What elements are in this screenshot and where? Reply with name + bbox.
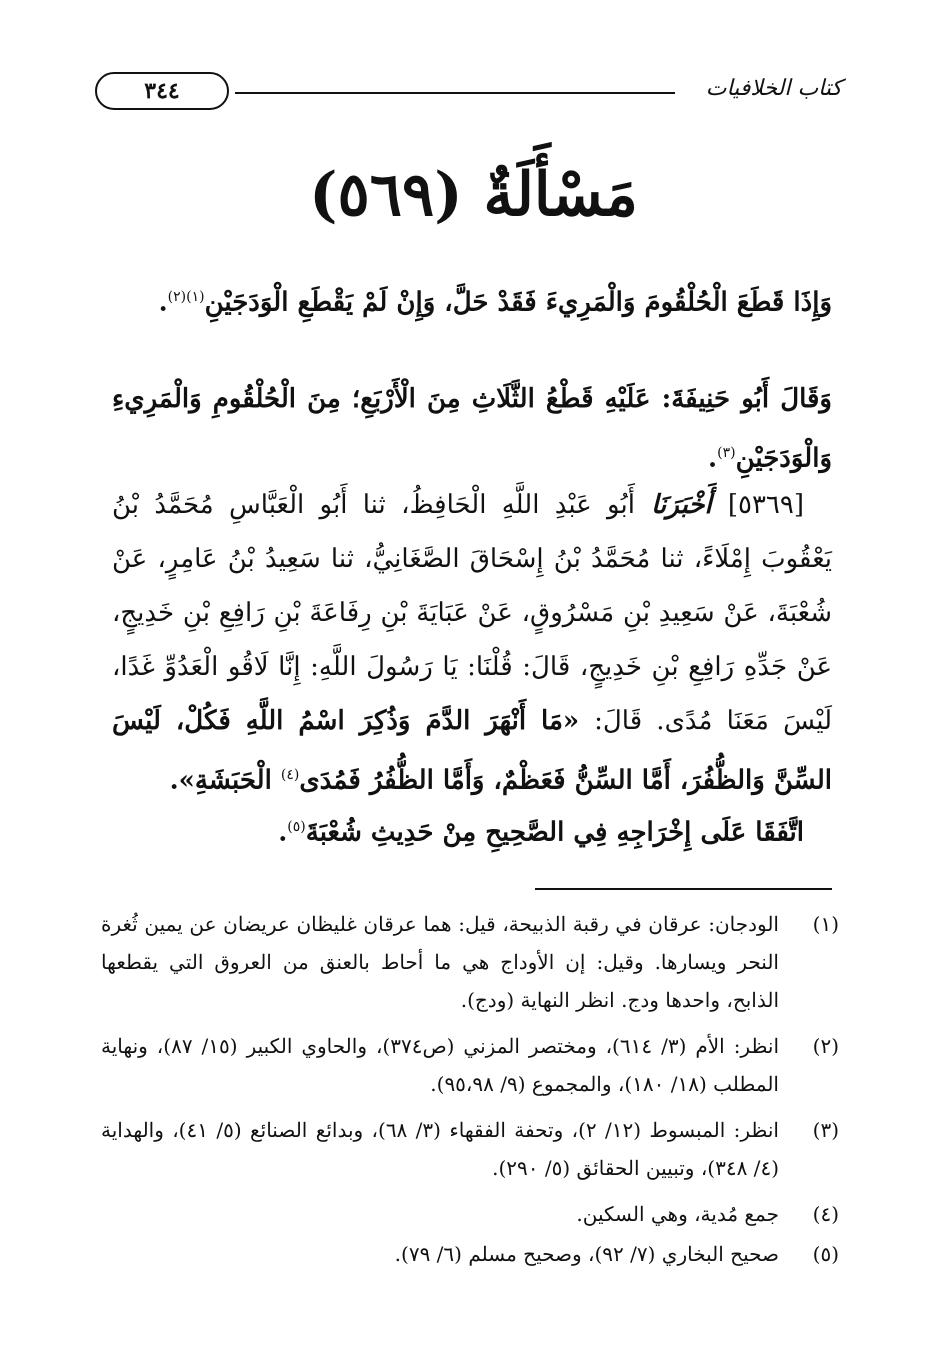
book-title: كتاب الخلافيات xyxy=(705,76,842,101)
conclusion-paragraph xyxy=(112,800,832,860)
footnote-text: جمع مُدية، وهي السكين. xyxy=(576,1202,779,1226)
page-header xyxy=(95,70,842,114)
masala-title: مَسْأَلَةٌ (٥٦٩) xyxy=(309,160,638,230)
hadith-end: الْحَبَشَةِ». xyxy=(169,765,272,796)
footnote-ref-5: (٥) xyxy=(287,819,306,835)
statement-end: . xyxy=(158,287,168,318)
footnote-ref-1-2: (١)(٢) xyxy=(167,289,205,305)
footnote-item xyxy=(101,1027,839,1103)
hadith-number: [٥٣٦٩] xyxy=(727,490,804,520)
footnote-item xyxy=(101,1195,839,1233)
footnote-number: (٤) xyxy=(812,1202,839,1226)
hadith-paragraph xyxy=(112,478,832,808)
footnote-item xyxy=(101,1235,839,1273)
isnad-text: أَبُو عَبْدِ اللَّهِ الْحَافِظُ، ثنا أَبُو الْعَبَّاسِ مُحَمَّدُ بْنُ يَعْقُوبَ إِمْلَاءً، ثنا مُحَمَّدُ بْنُ إِسْحَاقَ الصَّغَانِيُّ، ثنا سَعِيدُ بْنُ عَامِرٍ، عَنْ شُعْبَةَ، عَنْ سَعِيدِ بْنِ مَسْرُوقٍ، عَنْ عَبَايَةَ بْنِ رِفَاعَةَ بْنِ رَافِعِ بْنِ خَدِيجٍ، عَنْ جَدِّهِ رَافِعِ بْنِ خَدِيجٍ، قَالَ: قُلْنَا: يَا رَسُولَ اللَّهِ: إِنَّا لَاقُو الْعَدُوِّ غَدًا، لَيْسَ مَعَنَا مُدًى. قَالَ: xyxy=(112,490,832,736)
footnote-ref-4: (٤) xyxy=(280,767,300,783)
page-number: ٣٤٤ xyxy=(95,72,229,110)
statement-text: وَإِذَا قَطَعَ الْحُلْقُومَ وَالْمَرِيءَ فَقَدْ حَلَّ، وَإِنْ لَمْ يَقْطَعِ الْوَدَجَيْنِ xyxy=(204,287,832,318)
footnote-item xyxy=(101,1111,839,1187)
footnote-number: (٢) xyxy=(812,1034,839,1058)
footnote-text: الودجان: عرقان في رقبة الذبيحة، قيل: هما عرقان غليظان عريضان عن يمين ثُغرة النحر ويسارها. وقيل: إن الأوداج هي ما أحاط بالعنق من العروق التي يقطعها الذابح، واحدها ودج. انظر النهاية (ودج). xyxy=(101,912,779,1012)
header-rule xyxy=(235,92,675,94)
masala-statement xyxy=(112,270,832,330)
footnote-number: (٣) xyxy=(812,1118,839,1142)
footnote-text: انظر: المبسوط (١٢/ ٢)، وتحفة الفقهاء (٣/ ٦٨)، وبدائع الصنائع (٥/ ٤١)، والهداية (٤/ ٣٤٨)، وتبيين الحقائق (٥/ ٢٩٠). xyxy=(101,1118,779,1180)
footnotes xyxy=(101,905,839,1273)
footnote-text: انظر: الأم (٣/ ٦١٤)، ومختصر المزني (ص٣٧٤)، والحاوي الكبير (١٥/ ٨٧)، ونهاية المطلب (١٨/ ١٨٠)، والمجموع (٩/ ٩٥،٩٨). xyxy=(101,1034,779,1096)
abu-hanifa-end: . xyxy=(708,443,718,474)
conclusion-text: اتَّفَقَا عَلَى إِخْرَاجِهِ فِي الصَّحِيحِ مِنْ حَدِيثِ شُعْبَةَ xyxy=(305,817,804,848)
abu-hanifa-text: وَقَالَ أَبُو حَنِيفَةَ: عَلَيْهِ قَطْعُ الثَّلَاثِ مِنَ الْأَرْبَعِ؛ مِنَ الْحُلْقُومِ وَالْمَرِيءِ وَالْوَدَجَيْنِ xyxy=(112,384,832,474)
footnote-number: (٥) xyxy=(812,1242,839,1266)
footnote-item xyxy=(101,905,839,1019)
footnote-number: (١) xyxy=(812,912,839,936)
hadith-text: «مَا أَنْهَرَ الدَّمَ وَذُكِرَ اسْمُ اللَّهِ فَكُلْ، لَيْسَ السِّنَّ وَالظُّفُرَ، أَمَّا السِّنُّ فَعَظْمٌ، وَأَمَّا الظُّفُرُ فَمُدَى xyxy=(112,706,832,796)
akhbarana-word: أَخْبَرَنَا xyxy=(651,490,712,520)
footnote-separator xyxy=(535,888,832,890)
footnote-ref-3: (٣) xyxy=(717,445,736,461)
footnote-text: صحيح البخاري (٧/ ٩٢)، وصحيح مسلم (٦/ ٧٩). xyxy=(394,1242,779,1266)
conclusion-end: . xyxy=(278,817,288,848)
abu-hanifa-paragraph xyxy=(112,372,832,486)
